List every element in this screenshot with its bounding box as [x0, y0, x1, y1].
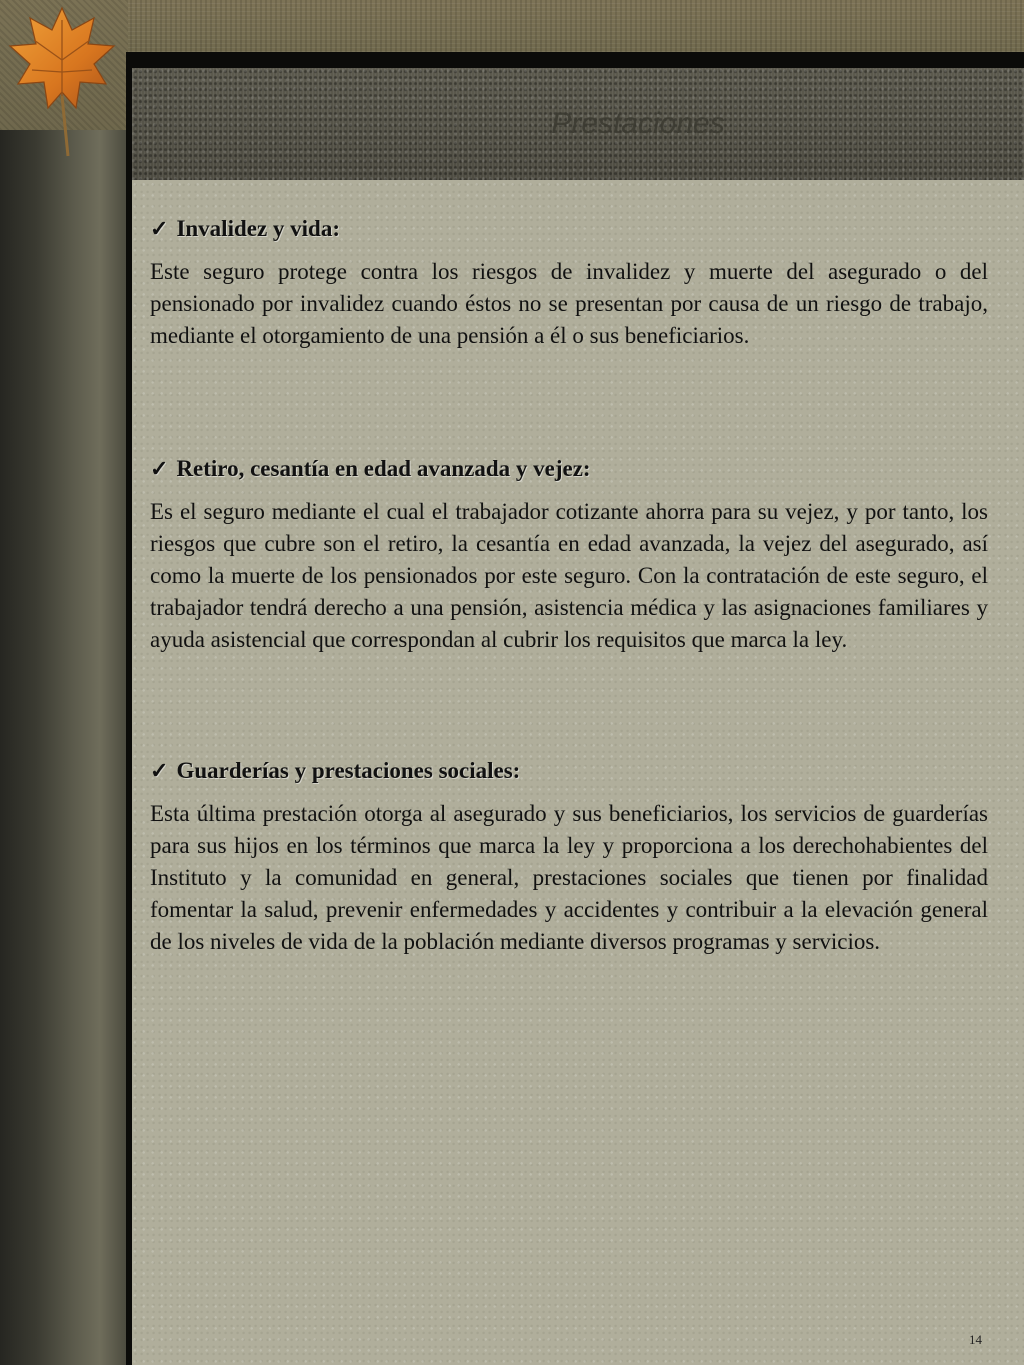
section-paragraph: Es el seguro mediante el cual el trabajador cotizante ahorra para su vejez, y por tanto, los riesgos que cubre son el retiro, la cesantía en edad avanzada, la vejez del asegurado, así como la muerte de los pensionados por este seguro. Con la contratación de este seguro, el trabajador tendrá derecho a una pensión, asistencia médica y las asignaciones familiares y ayuda asistencial que correspondan al cubrir los requisitos que marca la ley. [150, 499, 988, 652]
section-heading-label: Guarderías y prestaciones sociales: [176, 758, 521, 783]
left-gradient-column [0, 130, 128, 1365]
section-retiro-cesantia-vejez [150, 456, 988, 656]
section-heading [150, 456, 988, 482]
section-paragraph: Esta última prestación otorga al asegurado y sus beneficiarios, los servicios de guarderías para sus hijos en los términos que marca la ley y proporciona a los derechohabientes del Instituto y la comunidad en general, prestaciones sociales que tienen por finalidad fomentar la salud, prevenir enfermedades y accidentes y contribuir a la elevación general de los niveles de vida de la población mediante diversos programas y servicios. [150, 801, 988, 954]
section-invalidez-vida [150, 216, 988, 352]
slide-title: Prestaciones [551, 107, 725, 140]
checkmark-icon: ✓ [150, 456, 169, 481]
section-guarderias-prestaciones [150, 758, 988, 958]
slide-content [132, 180, 1024, 1365]
top-texture-strip [0, 0, 1024, 52]
section-heading-label: Retiro, cesantía en edad avanzada y vejez: [176, 456, 591, 481]
title-band [132, 68, 1024, 180]
autumn-leaf-icon [2, 0, 120, 160]
checkmark-icon: ✓ [150, 216, 169, 241]
checkmark-icon: ✓ [150, 758, 169, 783]
section-paragraph: Este seguro protege contra los riesgos de invalidez y muerte del asegurado o del pensionado por invalidez cuando éstos no se presentan por causa de un riesgo de trabajo, mediante el otorgamiento de una pensión a él o sus beneficiarios. [150, 259, 988, 348]
section-heading [150, 758, 988, 784]
section-heading-label: Invalidez y vida: [176, 216, 341, 241]
page-number: 14 [969, 1332, 982, 1347]
section-heading [150, 216, 988, 242]
